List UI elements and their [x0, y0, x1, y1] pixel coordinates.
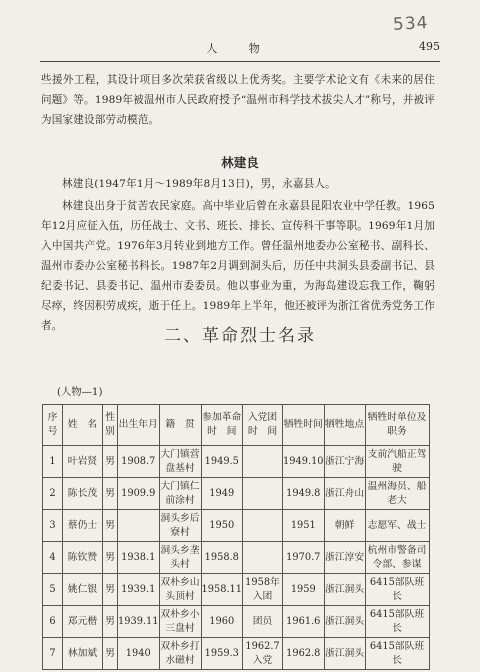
cell-death-date: 1961.6	[283, 606, 325, 638]
cell-unit-post: 6415部队班长	[365, 606, 429, 638]
cell-birth: 1938.1	[118, 542, 160, 574]
cell-native-place: 洞头乡垄头村	[159, 542, 201, 574]
cell-native-place: 双朴乡打水磁村	[159, 638, 201, 670]
col-header-name: 姓 名	[63, 405, 103, 446]
cell-index: 2	[43, 478, 63, 510]
table-row	[43, 638, 430, 670]
cell-joined-revolution: 1958.8	[201, 542, 243, 574]
cell-native-place: 大门镇营盘基村	[159, 446, 201, 478]
cell-joined-revolution: 1949.5	[201, 446, 243, 478]
col-header-death-date: 牺牲时间	[283, 405, 325, 446]
cell-death-place: 浙江淳安	[324, 542, 365, 574]
cell-unit-post: 温州海员、船老大	[365, 478, 429, 510]
cell-index: 6	[43, 606, 63, 638]
section-title: 二、革命烈士名录	[164, 326, 316, 346]
cell-gender: 男	[103, 510, 118, 542]
header-rule	[40, 61, 440, 62]
col-header-death-place: 牺牲地点	[324, 405, 365, 446]
biography-lead	[41, 174, 435, 194]
cell-unit-post: 6415部队班长	[365, 574, 429, 606]
cell-joined-party	[243, 510, 283, 542]
table-row	[43, 510, 430, 542]
cell-index: 3	[43, 510, 63, 542]
cell-birth	[118, 510, 160, 542]
cell-native-place: 洞头乡后寮村	[159, 510, 201, 542]
cell-joined-revolution: 1949	[201, 478, 243, 510]
biography-body-text: 林建良出身于贫苦农民家庭。高中毕业后曾在永嘉县昆阳农业中学任教。1965年12月应征入伍，历任战士、文书、班长、排长、宣传科干事等职。1969年1月加入中国共产党。1976年3月转业到地方工作。曾任温州地委办公室秘书、副科长、温州市委办公室秘书科长。1987年2月调到洞头后，历任中共洞头县委副书记、县纪委书记、县委书记、温州市委委员。他以事业为重，为海岛建设忘我工作，鞠躬尽瘁，终因积劳成疾，逝于任上。1989年上半年，他还被评为浙江省优秀党务工作者。	[41, 200, 435, 332]
col-header-joined-revolution: 参加革命时 间	[201, 405, 243, 446]
col-header-index: 序号	[43, 405, 63, 446]
handwritten-page-number: 534	[392, 13, 429, 35]
cell-index: 7	[43, 638, 63, 670]
col-header-unit-post: 牺牲时单位及职务	[365, 405, 429, 446]
cell-death-date: 1970.7	[283, 542, 325, 574]
table-caption: (人物—1)	[57, 386, 103, 398]
table-row	[43, 478, 430, 510]
cell-joined-party: 1958年入团	[243, 574, 283, 606]
cell-gender: 男	[103, 542, 118, 574]
cell-joined-party	[243, 446, 283, 478]
cell-native-place: 双朴乡小三盘村	[159, 606, 201, 638]
col-header-native-place: 籍 贯	[159, 405, 201, 446]
cell-joined-revolution: 1958.11	[201, 574, 243, 606]
cell-joined-party: 1962.7入党	[243, 638, 283, 670]
cell-death-place: 浙江洞头	[324, 638, 365, 670]
martyrs-table	[42, 404, 430, 670]
cell-death-place: 浙江宁海	[324, 446, 365, 478]
intro-paragraph: 些援外工程，其设计项目多次荣获省级以上优秀奖。主要学术论文有《未来的居住问题》等。1989年被温州市人民政府授予“温州市科学技术拔尖人才”称号，并被评为国家建设部劳动模范。	[41, 74, 435, 126]
cell-death-place: 浙江舟山	[324, 478, 365, 510]
cell-index: 4	[43, 542, 63, 574]
cell-birth: 1908.7	[118, 446, 160, 478]
cell-death-place: 朝鲜	[324, 510, 365, 542]
cell-name: 陈钦赞	[63, 542, 103, 574]
cell-joined-party	[243, 478, 283, 510]
cell-index: 5	[43, 574, 63, 606]
cell-gender: 男	[103, 606, 118, 638]
cell-birth: 1939.11	[118, 606, 160, 638]
cell-unit-post: 志愿军、战士	[365, 510, 429, 542]
table-row	[43, 446, 430, 478]
cell-name: 姚仁银	[63, 574, 103, 606]
biography-lead-text: 林建良(1947年1月～1989年8月13日)，男，永嘉县人。	[62, 178, 336, 190]
cell-death-date: 1959	[283, 574, 325, 606]
cell-joined-revolution: 1960	[201, 606, 243, 638]
running-head-title: 人 物	[206, 42, 274, 55]
cell-gender: 男	[103, 574, 118, 606]
cell-death-place: 浙江洞头	[324, 606, 365, 638]
cell-name: 郑元楷	[63, 606, 103, 638]
cell-birth: 1909.9	[118, 478, 160, 510]
col-header-birth: 出生年月	[118, 405, 160, 446]
cell-death-date: 1949.8	[283, 478, 325, 510]
cell-native-place: 双朴乡山头顶村	[159, 574, 201, 606]
cell-native-place: 大门镇仁前涂村	[159, 478, 201, 510]
cell-name: 陈长茂	[63, 478, 103, 510]
table-row	[43, 542, 430, 574]
table-header-row	[43, 405, 430, 446]
cell-joined-party	[243, 542, 283, 574]
cell-name: 蔡仍士	[63, 510, 103, 542]
cell-unit-post: 支前汽船正驾驶	[365, 446, 429, 478]
cell-name: 林加斌	[63, 638, 103, 670]
page-number: 495	[419, 40, 440, 53]
running-head	[40, 40, 440, 56]
cell-gender: 男	[103, 638, 118, 670]
cell-index: 1	[43, 446, 63, 478]
cell-name: 叶岩贤	[63, 446, 103, 478]
table-row	[43, 606, 430, 638]
cell-joined-revolution: 1959.3	[201, 638, 243, 670]
col-header-gender: 性别	[103, 405, 118, 446]
cell-death-date: 1962.8	[283, 638, 325, 670]
cell-gender: 男	[103, 478, 118, 510]
cell-birth: 1940	[118, 638, 160, 670]
cell-death-date: 1949.10	[283, 446, 325, 478]
cell-unit-post: 杭州市警备司令部、参谋	[365, 542, 429, 574]
cell-death-date: 1951	[283, 510, 325, 542]
table-row	[43, 574, 430, 606]
cell-gender: 男	[103, 446, 118, 478]
cell-joined-revolution: 1950	[201, 510, 243, 542]
cell-birth: 1939.1	[118, 574, 160, 606]
cell-joined-party: 团员	[243, 606, 283, 638]
cell-unit-post: 6415部队班长	[365, 638, 429, 670]
biography-body	[41, 196, 435, 336]
cell-death-place: 浙江洞头	[324, 574, 365, 606]
col-header-joined-party: 入党团时 间	[243, 405, 283, 446]
biography-heading: 林建良	[221, 155, 259, 170]
